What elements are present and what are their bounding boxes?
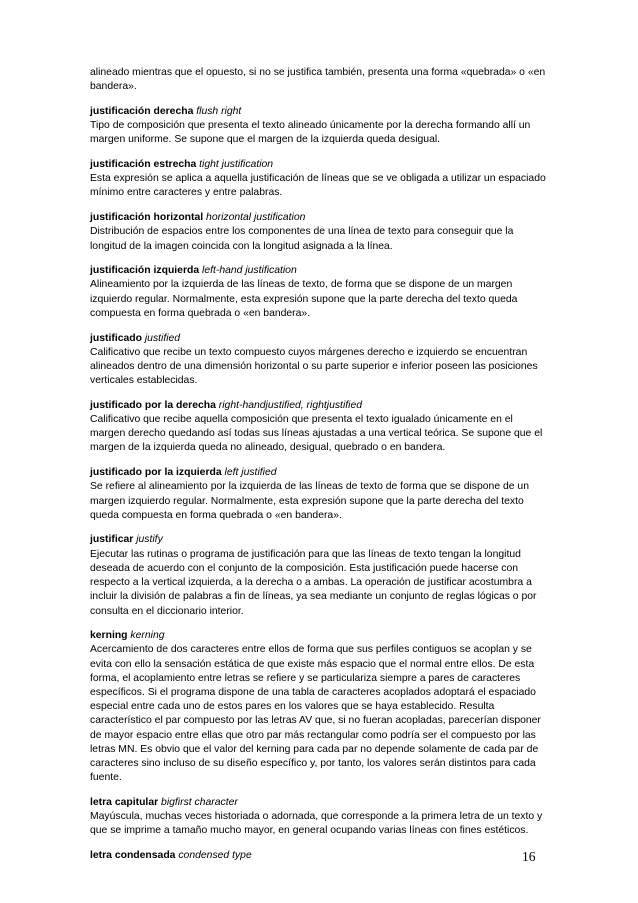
glossary-entry — [90, 466, 550, 523]
entry-english-term: horizontal justification — [206, 212, 306, 224]
glossary-entry — [90, 533, 550, 618]
entry-english-term: right-handjustified, rightjustified — [218, 399, 363, 411]
entry-term: justificar — [90, 534, 134, 546]
entry-definition: Distribución de espacios entre los componentes de una línea de texto para conseguir que la longitud de la imagen coincida con la longitud asignada a la línea. — [90, 226, 514, 252]
glossary-entry — [90, 849, 550, 863]
entry-english-term: kerning — [130, 630, 165, 642]
entry-english-term: left justified — [224, 467, 277, 479]
entry-definition: Ejecutar las rutinas o programa de justificación para que las líneas de texto tengan la longitud deseada de acuerdo con el conjunto de la composición. Esta justificación puede hacerse con respecto a la vertical izquierda, a la derecha o a ambas. La operación de justificar acostumbra a incluir la división de palabras a fin de líneas, ya sea mediante un conjunto de reglas lógicas o por consulta en el diccionario interior. — [90, 548, 537, 617]
entry-english-term: tight justification — [199, 159, 274, 171]
entry-term: letra capitular — [90, 796, 159, 808]
entry-term: justificación horizontal — [90, 212, 204, 224]
entry-term: justificación izquierda — [90, 265, 200, 277]
glossary-entry — [90, 796, 550, 839]
entry-definition: Se refiere al alineamiento por la izquierda de las líneas de texto de forma que se dispone de un margen izquierdo regular. Normalmente, esta expresión supone que la parte derecha del texto queda compuesta en forma quebrada o «en bandera». — [90, 481, 529, 521]
entry-term: justificado — [90, 332, 142, 344]
glossary-entry — [90, 158, 550, 201]
continuation-paragraph: alineado mientras que el opuesto, si no se justifica también, presenta una forma «quebrada» o «en bandera». — [90, 67, 546, 93]
entry-definition: Tipo de composición que presenta el texto alineado únicamente por la derecha formando allí un margen uniforme. Se supone que el margen de la izquierda queda desigual. — [90, 120, 531, 146]
entry-definition: Esta expresión se aplica a aquella justificación de líneas que se ve obligada a utilizar un espaciado mínimo entre caracteres y entre palabras. — [90, 173, 546, 199]
glossary-entry — [90, 105, 550, 148]
entry-english-term: justified — [144, 332, 181, 344]
entry-definition: Calificativo que recibe un texto compuesto cuyos márgenes derecho e izquierdo se encuentran alineados dentro de una dimensión horizontal o su parte superior e inferior poseen las posiciones verticales establecidas. — [90, 346, 538, 387]
entry-english-term: condensed type — [178, 850, 252, 862]
entry-term: kerning — [90, 630, 128, 642]
entry-english-term: left-hand justification — [202, 265, 297, 277]
entry-definition: Alineamiento por la izquierda de las líneas de texto, de forma que se dispone de un margen izquierdo regular. Normalmente, esta expresión supone que la parte derecha del texto queda compuesta en forma quebrada o «en bandera». — [90, 279, 518, 319]
glossary-entries — [90, 105, 550, 863]
entry-term: letra condensada — [90, 850, 176, 862]
glossary-entry — [90, 332, 550, 389]
entry-term: justificado por la derecha — [90, 399, 216, 411]
glossary-page — [90, 66, 550, 874]
entry-english-term: flush right — [196, 105, 242, 117]
entry-definition: Mayúscula, muchas veces historiada o adornada, que corresponde a la primera letra de un texto y que se imprime a tamaño mucho mayor, en general ocupando varias líneas con fines estéticos. — [90, 811, 543, 837]
entry-term: justificado por la izquierda — [90, 467, 222, 479]
entry-definition: Acercamiento de dos caracteres entre ellos de forma que sus perfiles contiguos se acoplan y se evita con ello la sensación estática de que existe más espacio que el normal entre ellos. De esta forma, el acoplamiento entre letras se refiere y se particulariza siempre a pares de caracteres específicos. Si el programa dispone de una tabla de caracteres acoplados adoptará el espaciado especial entre cada uno de estos pares en los valores que se haya establecido. Resulta característico el par compuesto por las letras AV que, si no fueran acopladas, parecerían disponer de mayor espacio entre ellas que otro par más rectangular como podría ser el compuesto por las letras MN. Es obvio que el valor del kerning para cada par no depende solamente de cada par de caracteres sino incluso de su diseño específico y, por tanto, los valores serán distintos para cada fuente. — [90, 644, 541, 784]
glossary-entry — [90, 211, 550, 254]
glossary-entry — [90, 264, 550, 321]
entry-english-term: bigfirst character — [161, 796, 238, 808]
glossary-entry — [90, 399, 550, 456]
entry-term: justificación estrecha — [90, 159, 197, 171]
entry-term: justificación derecha — [90, 105, 194, 117]
glossary-entry — [90, 629, 550, 785]
page-number: 16 — [522, 849, 536, 864]
entry-english-term: justify — [136, 534, 163, 546]
entry-definition: Calificativo que recibe aquella composición que presenta el texto igualado únicamente en el margen derecho quedando así todas sus líneas ajustadas a una vertical teórica. Se supone que el margen de la izquierda queda no alineado, desigual, quebrado o en bandera. — [90, 414, 543, 454]
